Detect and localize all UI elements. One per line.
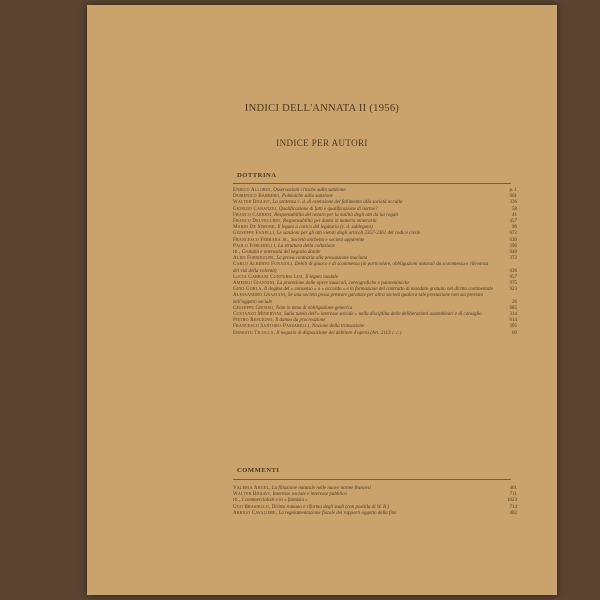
entry-title: La filiazione naturale nelle nuove norme francesi [271,486,371,491]
entry-author: Alessandro Graziani, [233,293,287,299]
entry-title: I commercialisti e la « fantasia » [241,498,308,504]
section-heading-dottrina: DOTTRINA [237,172,277,179]
entry-author: Franco Carresi, [233,212,273,218]
entry-author: Carlo Alberto Funaioli, [233,262,294,268]
entry-page-number: 305 [509,324,517,330]
entry-page-number: 482 [509,510,517,516]
section-heading-commenti: COMMENTI [237,467,280,474]
entry-title: Il legato modale [305,274,339,280]
document-page [87,5,557,595]
entry-page-number: 336 [509,200,517,206]
entry-page-number: 614 [509,318,517,324]
entry-page-number: 296 [509,243,517,249]
entry-page-number: 41 [512,212,517,218]
entry-page-number: p. 1 [509,188,517,193]
entry-title: Responsabilità del notaro per la nullità degli atti da lui rogati [274,212,399,218]
entry-author: Amedeo Giannini, [233,281,276,287]
entry-page-number: 1023 [507,498,517,504]
entry-page-number: 636 [509,268,517,274]
entry-author: Francesco Ferrara jr., [233,237,290,243]
entry-page-number: 457 [509,219,517,225]
entry-author: Pietro Rescigno, [233,318,274,324]
entry-page-number: 630 [509,237,517,243]
entry-page-number: 901 [509,194,517,200]
entry-page-number: 957 [509,274,517,280]
entry-author: Costanzo Minervini, [233,312,283,318]
entry-page-number: 461 [509,486,517,491]
entry-author: Francesco Santoro-Passarelli, [233,324,311,330]
entry-page-number: 711 [509,492,517,498]
section-rule [233,183,511,184]
index-entry [233,511,517,517]
entry-title: Le sanzioni per gli atti vietati dagli articoli 2357-2361 del codice civile [276,231,420,237]
entry-page-number: 975 [509,281,517,287]
entry-author: Arrigo Cavaliere, [233,510,278,516]
entry-title: Responsabilità per danni in materia mineraria [283,219,377,225]
page-title: INDICI DELL'ANNATA II (1956) [244,103,400,114]
entry-author: Mario De Simone, [233,225,277,231]
entry-title: La protezione delle opere musicali, coreografiche e pantomimiche [276,281,410,287]
entry-author: Valeria Angel, [233,486,271,491]
entry-author: Giuseppe Grosso, [233,305,275,311]
entry-title: Osservazioni critiche sulla sanzione [273,188,346,193]
entry-title: Il danno da procreazione [275,318,326,324]
entry-title: Il negozio di disposizione del debitore d'opera (Art. 2113 c. c.) [276,330,402,336]
entry-title: Il legato a carico del legatario (c. d. sublegato) [277,225,373,231]
entry-title: Società anchetta e società apparente [291,237,365,243]
entry-author: Walter Bigiavi, [233,492,272,498]
entry-title: Nozione della transazione [312,324,365,330]
index-subtitle: INDICE PER AUTORI [276,138,368,148]
entry-author: Giorgio Cananzei, [233,206,278,212]
entry-page-number: 685 [509,305,517,311]
entry-page-number: 923 [509,287,517,293]
entry-title: Debiti di giuoco e di scommessa (in particolare, obbligazioni naturali da scommessa e rilevanza dei vizi della volontà) [233,262,489,274]
entry-title: Il dogma del « consenso » o « accordo » e la formazione del contratto di mandato gratuito nel diritto continentale [264,287,493,293]
entry-page-number: 714 [509,504,517,510]
entry-page-number: 58 [512,206,517,212]
entries-dottrina [233,188,517,337]
entry-author: Gino Gorla, [233,287,263,293]
entry-author: Ugo Brasiello, [233,504,271,510]
entry-title: Note in tema di obbligazione generica [275,305,353,311]
entry-title: Gratuità e onerosità del negozio dotale [241,250,321,256]
entry-title: Sulla tutela dell'« interesse sociale » nella disciplina delle deliberazioni assembleari e di consiglio [284,312,482,318]
index-entry [233,293,517,305]
entry-title: La struttura della collazione [277,243,336,249]
entry-page-number: 672 [509,231,517,237]
entry-author: Domenico Barbero, [233,194,281,200]
entry-author: Paolo Forchielli, [233,243,277,249]
entry-title: Interesse sociale e interesse pubblico [272,492,347,498]
entry-author: Franco Delvecchio, [233,219,282,225]
entry-author: Giuseppe Fanelli, [233,231,276,237]
entry-title: Se una società possa prestare garanzie per altra società qualora tale prestazione non sia prevista nell'oggetto sociale [233,293,484,305]
entry-author: id., [233,498,241,504]
entries-commenti [233,486,517,517]
entry-title: La regolamentazione fiscale dei rapporti oggetto della fine [278,510,397,516]
entry-page-number: 69 [512,330,517,336]
index-entry [233,262,517,274]
entry-author: Walter Bigiavi, [233,200,272,206]
entry-author: Lucia Garbani Contursi Lisi, [233,274,304,280]
entry-page-number: 26 [512,299,517,305]
entry-author: id., [233,250,241,256]
entry-title: Polemiche sulla sanzione [282,194,333,200]
entry-page-number: 314 [509,312,517,318]
index-entry [233,331,517,337]
entry-title: La prova contraria alla presunzione muciana [276,256,368,262]
entry-title: La sentenza c. d. di estensione del fallimento alla società occulta [272,200,403,206]
section-rule [233,479,511,480]
entry-page-number: 96 [512,225,517,231]
entry-page-number: 940 [509,250,517,256]
entry-author: Aldo Formiggini, [233,256,276,262]
entry-author: Ernesto Tilocca, [233,330,276,336]
entry-title: Diritto romano e riforma degli studi (con postilla di W. B.) [271,504,390,510]
entry-title: Qualificazione di fatti e qualificazione di norme? [278,206,378,212]
entry-author: Enrico Allorio, [233,188,272,193]
entry-page-number: 372 [509,256,517,262]
